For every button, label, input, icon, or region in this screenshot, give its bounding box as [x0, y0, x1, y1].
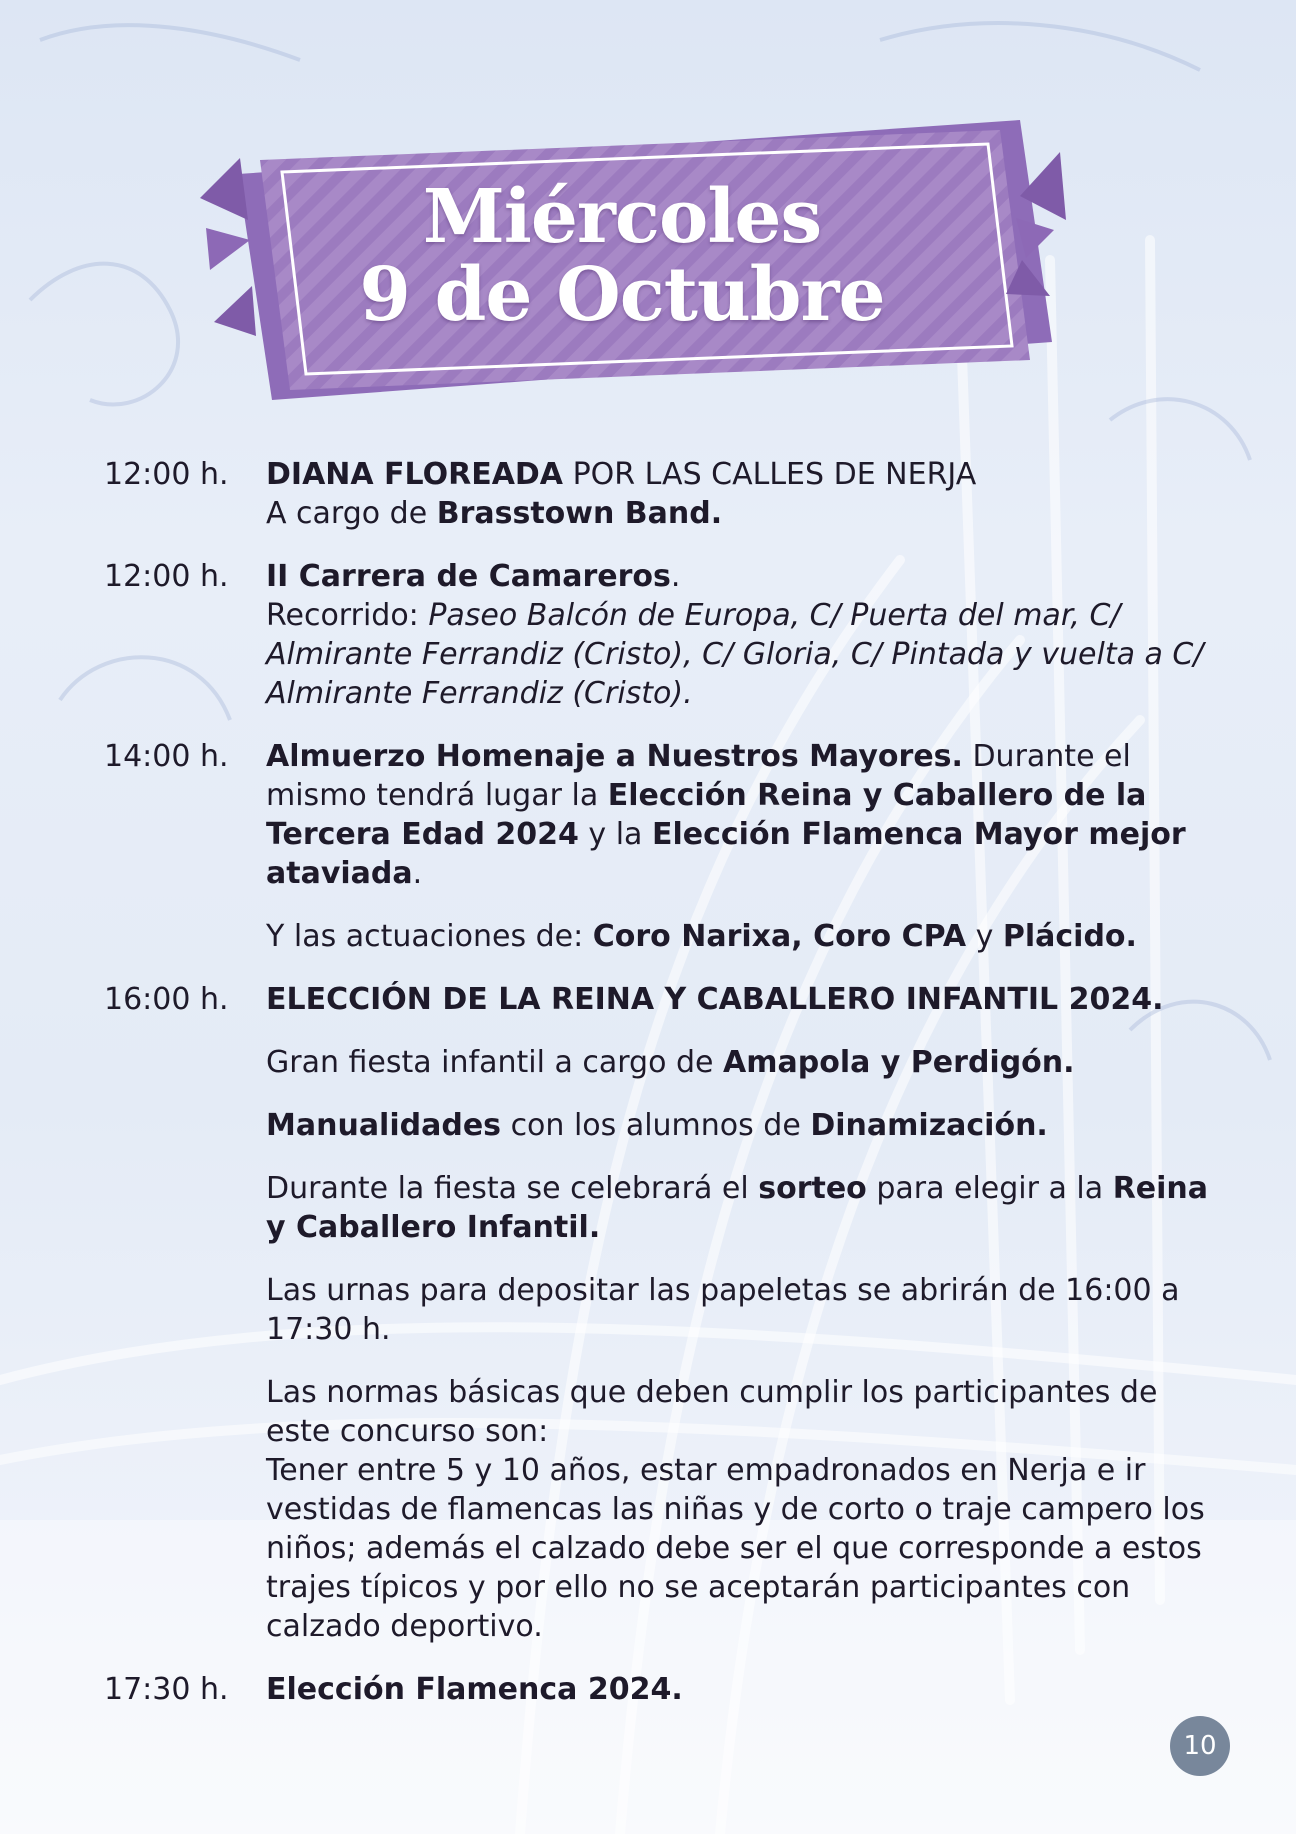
entry-body: [266, 455, 1214, 533]
schedule-entry: [104, 1670, 1214, 1709]
entry-time: 16:00 h.: [104, 982, 229, 1017]
entry-time: 12:00 h.: [104, 559, 229, 594]
entry-time: 12:00 h.: [104, 457, 229, 492]
header-title: [262, 174, 982, 338]
entry-time: 17:30 h.: [104, 1672, 229, 1707]
entry-paragraph: Las urnas para depositar las papeletas se abrirán de 16:00 a 17:30 h.: [266, 1273, 1180, 1347]
schedule-entry: [104, 557, 1214, 713]
entry-body: [266, 557, 1214, 713]
entry-paragraph: Manualidades con los alumnos de Dinamización.: [266, 1108, 1048, 1143]
entry-title: DIANA FLOREADA POR LAS CALLES DE NERJA: [266, 457, 977, 492]
schedule-entry: [104, 980, 1214, 1646]
page-number-badge: 10: [1170, 1716, 1230, 1776]
entry-detail: A cargo de Brasstown Band.: [266, 496, 723, 531]
entry-title: Elección Flamenca 2024.: [266, 1672, 683, 1707]
schedule: [104, 455, 1214, 1733]
entry-paragraph: Gran fiesta infantil a cargo de Amapola y Perdigón.: [266, 1045, 1075, 1080]
entry-body: [266, 980, 1214, 1646]
entry-title: ELECCIÓN DE LA REINA Y CABALLERO INFANTIL 2024.: [266, 982, 1164, 1017]
entry-paragraph: Y las actuaciones de: Coro Narixa, Coro CPA y Plácido.: [266, 919, 1137, 954]
entry-body: [266, 1670, 1214, 1709]
entry-route: Recorrido: Paseo Balcón de Europa, C/ Puerta del mar, C/ Almirante Ferrandiz (Cristo), C/ Gloria, C/ Pintada y vuelta a C/ Almirante Ferrandiz (Cristo).: [266, 598, 1204, 711]
entry-body: [266, 737, 1214, 956]
entry-paragraph: Las normas básicas que deben cumplir los participantes de este concurso son: Tener entre 5 y 10 años, estar empadronados en Nerja e ir vestidas de flamencas las niñas y de corto o traje campero los niños; además el calzado debe ser el que corresponde a estos trajes típicos y por ello no se aceptarán participantes con calzado deportivo.: [266, 1375, 1205, 1644]
entry-title: II Carrera de Camareros.: [266, 559, 681, 594]
schedule-entry: [104, 737, 1214, 956]
schedule-entry: [104, 455, 1214, 533]
entry-paragraph: Almuerzo Homenaje a Nuestros Mayores. Durante el mismo tendrá lugar la Elección Reina y Caballero de la Tercera Edad 2024 y la Elección Flamenca Mayor mejor ataviada.: [266, 739, 1186, 891]
entry-time: 14:00 h.: [104, 739, 229, 774]
header-date: 9 de Octubre: [359, 252, 885, 338]
header-day: Miércoles: [422, 174, 822, 260]
entry-paragraph: Durante la fiesta se celebrará el sorteo para elegir a la Reina y Caballero Infantil.: [266, 1171, 1209, 1245]
